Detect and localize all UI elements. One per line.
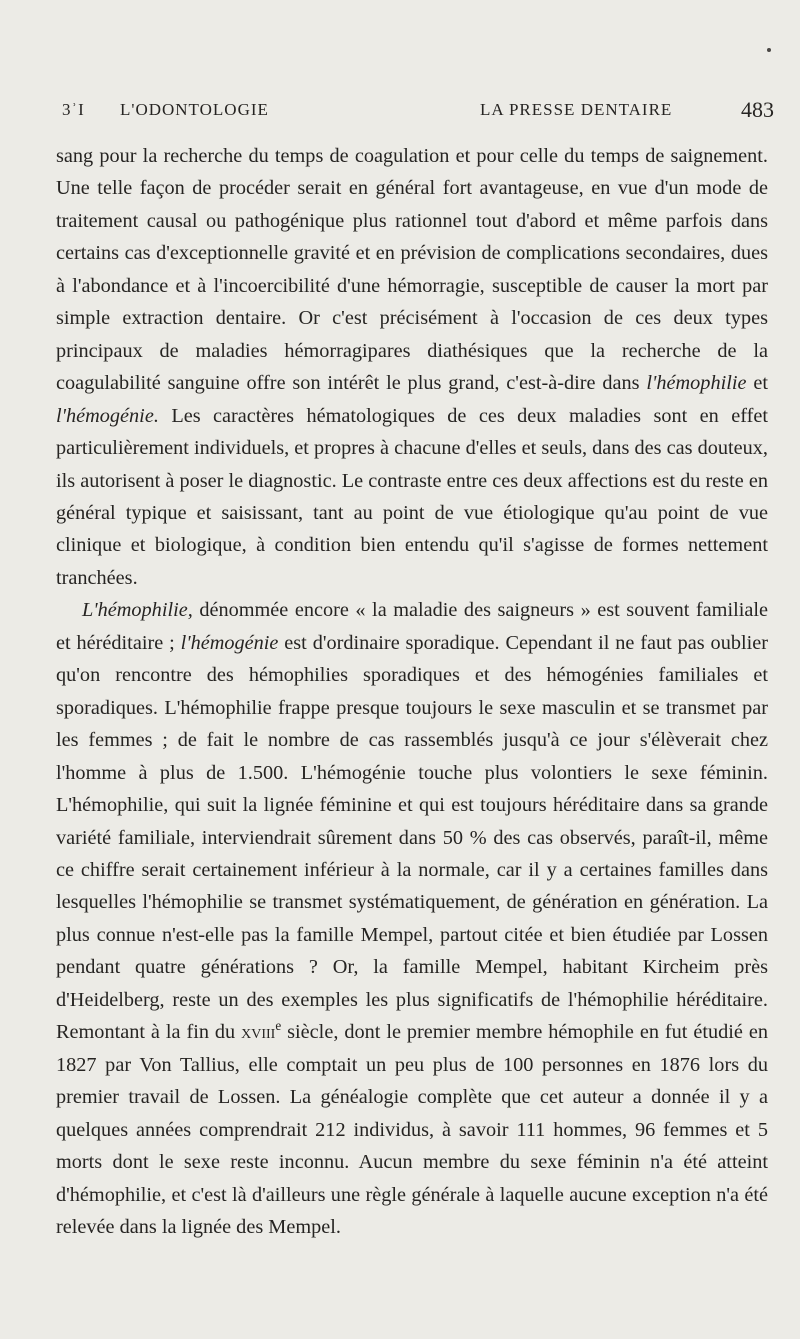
text-run: xviii [241, 1021, 276, 1044]
body-text [56, 140, 768, 1243]
print-speck [767, 48, 771, 52]
section-title: LA PRESSE DENTAIRE [480, 100, 673, 119]
text-run: Les caractères hématologiques de ces deux maladies sont en effet particulièrement individuels, et propres à chacune d'elles et seuls, dans des cas douteux, ils autorisent à poser le diagnostic. Le contraste entre ces deux affections est du reste en général typique et saisissant, tant au point de vue étiologique qu'au point de vue clinique et biologique, à condition bien entendu qu'il s'agisse de formes nettement tranchées. [56, 404, 768, 589]
page-number: 483 [741, 97, 774, 122]
paragraph [56, 140, 768, 594]
journal-title: L'ODONTOLOGIE [120, 100, 269, 119]
paragraph [56, 594, 768, 1243]
text-run: et [746, 372, 768, 395]
text-run: siècle, dont le premier membre hémophile en fut étudié en 1827 par Von Tallius, elle comptait un peu plus de 100 personnes en 1876 lors du premier travail de Lossen. La généalogie complète que cet auteur a donnée il y a quelques années comprendrait 212 individus, à savoir 111 hommes, 96 femmes et 5 morts dont le sexe reste inconnu. Aucun membre du sexe féminin n'a été atteint d'hémophilie, et c'est là d'ailleurs une règle générale à laquelle aucune exception n'a été relevée dans la lignée des Mempel. [56, 1021, 768, 1238]
running-header [62, 97, 774, 128]
text-run: sang pour la recherche du temps de coagulation et pour celle du temps de saignement. Une telle façon de procéder serait en général fort avantageuse, en vue d'un mode de traitement causal ou pathogénique plus rationnel tout d'abord et même parfois dans certains cas d'exceptionnelle gravité et en prévision de complications secondaires, dues à l'abondance et à l'incoercibilité d'une hémorragie, susceptible de causer la mort par simple extraction dentaire. Or c'est précisément à l'occasion de ces deux types principaux de maladies hémorragipares diathésiques que la recherche de la coagulabilité sanguine offre son intérêt le plus grand, c'est-à-dire dans [56, 145, 768, 395]
folio-left: 3ʾI [62, 100, 85, 119]
text-run: est d'ordinaire sporadique. Cependant il ne faut pas oublier qu'on rencontre des hémophilies sporadiques et des hémogénies familiales et sporadiques. L'hémophilie frappe presque toujours le sexe masculin et se transmet par les femmes ; de fait le nombre de cas rassemblés jusqu'à ce jour s'élèverait chez l'homme à plus de 1.500. L'hémogénie touche plus volontiers le sexe féminin. L'hémophilie, qui suit la lignée féminine et qui est toujours héréditaire dans sa grande variété familiale, interviendrait sûrement dans 50 % des cas observés, paraît-il, même ce chiffre serait certainement inférieur à la normale, car il y a certaines familles dans lesquelles l'hémophilie se transmet systématiquement, de génération en génération. La plus connue n'est-elle pas la famille Mempel, partout citée et bien étudiée par Lossen pendant quatre générations ? Or, la famille Mempel, habitant Kircheim près d'Heidelberg, reste un des exemples les plus significatifs de l'hémophilie héréditaire. Remontant à la fin du [56, 631, 769, 1044]
italic-term: l'hémogénie. [56, 404, 159, 427]
italic-term: L'hémophilie, [82, 599, 193, 622]
italic-term: l'hémophilie [646, 372, 747, 395]
italic-term: l'hémogénie [180, 631, 279, 654]
text-run: dénommée encore « la maladie des saigneurs » est souvent familiale et héréditaire ; [56, 599, 768, 654]
text-run: e [275, 1018, 282, 1034]
